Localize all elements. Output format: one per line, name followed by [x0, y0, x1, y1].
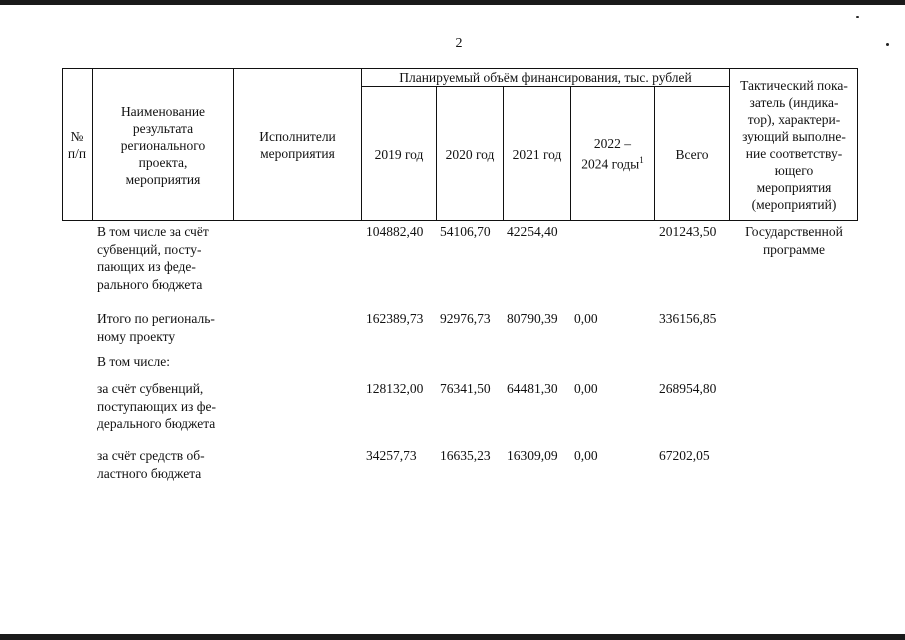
row-name: В том числе за счёт субвенций, посту- пающих из феде- рального бюджета [97, 224, 209, 292]
cell-indicator: Государственной программе [745, 224, 843, 257]
cell-total: 201243,50 [659, 224, 717, 239]
row-name: за счёт средств об- ластного бюджета [97, 448, 205, 481]
header-2020: 2020 год [445, 146, 495, 162]
header-indicator: Тактический пока- затель (индика- тор), характери- зующий выполне- ние соответству- ющего мероприятия (мероприятий) [740, 78, 848, 212]
page-number: 2 [455, 36, 463, 51]
header-2022-2024: 2022 – 2024 годы$^1$ [581, 136, 644, 172]
scan-border-top [0, 0, 905, 5]
row-name: за счёт субвенций, поступающих из фе- дерального бюджета [97, 381, 216, 431]
header-no: № п/п [67, 129, 87, 161]
header-total: Всего [675, 146, 709, 162]
cell-2019: 104882,40 [366, 224, 424, 239]
cell-2021: 16309,09 [507, 448, 558, 463]
cell-2020: 92976,73 [440, 311, 491, 326]
scan-speck [886, 43, 889, 46]
header-2019: 2019 год [374, 146, 424, 162]
cell-2021: 64481,30 [507, 381, 558, 396]
cell-2019: 162389,73 [366, 311, 424, 326]
row-name: Итого по региональ- ному проекту [97, 311, 215, 344]
scan-border-bottom [0, 634, 905, 640]
scan-speck [856, 16, 859, 18]
cell-total: 67202,05 [659, 448, 710, 463]
cell-2022-2024: 0,00 [574, 448, 598, 463]
cell-2021: 80790,39 [507, 311, 558, 326]
header-executors: Исполнители мероприятия [259, 129, 336, 161]
cell-2021: 42254,40 [507, 224, 558, 239]
cell-total: 268954,80 [659, 381, 717, 396]
cell-2020: 76341,50 [440, 381, 491, 396]
cell-2022-2024: 0,00 [574, 311, 598, 326]
footnote-mark: 1 [639, 155, 644, 166]
cell-2020: 54106,70 [440, 224, 491, 239]
row-name: В том числе: [97, 354, 170, 369]
cell-2019: 34257,73 [366, 448, 417, 463]
cell-2020: 16635,23 [440, 448, 491, 463]
cell-2022-2024: 0,00 [574, 381, 598, 396]
header-name: Наименование результата регионального проекта, мероприятия [120, 103, 206, 187]
cell-total: 336156,85 [659, 311, 717, 326]
header-funding-group: Планируемый объём финансирования, тыс. рублей [399, 70, 692, 85]
header-2021: 2021 год [512, 146, 562, 162]
cell-2019: 128132,00 [366, 381, 424, 396]
